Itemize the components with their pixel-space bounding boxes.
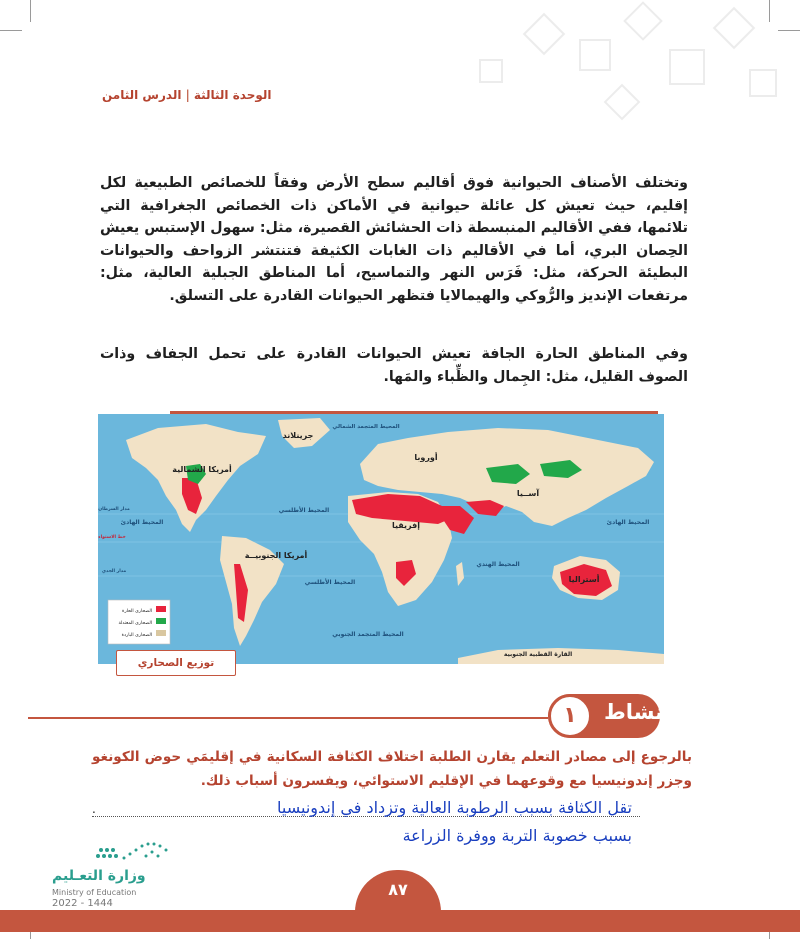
map-legend	[108, 600, 170, 644]
answer-line-dot: .	[92, 802, 96, 816]
handwritten-answer-line2: بسبب خصوبة التربة ووفرة الزراعة	[402, 826, 632, 845]
paragraph-deserts: وفي المناطق الحارة الجافة تعيش الحيوانات القادرة على تحمل الجفاف وذات الصوف القليل، مثل: الجِمال والظِّباء والمَها.	[100, 346, 688, 385]
activity-title: نشاط	[604, 700, 663, 724]
label-southern-ocean: المحيط المتجمد الجنوبي	[332, 631, 404, 638]
label-pacific-east: المحيط الهادئ	[606, 519, 650, 526]
label-south-america: أمريكا الجنوبيــة	[244, 551, 308, 560]
legend-swatch-temperate	[156, 618, 166, 624]
decorative-pattern	[470, 0, 800, 130]
label-asia: آســيا	[516, 489, 540, 498]
page-number: ٨٧	[355, 870, 441, 912]
label-indian-ocean: المحيط الهندي	[476, 561, 520, 568]
label-greenland: جرينلاند	[282, 431, 314, 440]
label-antarctica: القارة القطبية الجنوبية	[503, 651, 573, 658]
ministry-name-english: Ministry of Education	[52, 888, 137, 897]
legend-swatch-hot	[156, 606, 166, 612]
label-tropic-north: مدار السرطان	[98, 507, 130, 512]
map-caption: توزيع الصحاري	[116, 650, 236, 676]
unit-label: الوحدة الثالثة	[193, 88, 272, 102]
legend-label-cold: الصحاري الباردة	[121, 633, 152, 638]
activity-question: بالرجوع إلى مصادر التعلم يقارن الطلبة اختلاف الكثافة السكانية في إقليمَي حوض الكونغو وجزر إندونيسيا مع وقوعهما في الإقليم الاستوائي، ويفسرون أسباب ذلك.	[92, 749, 692, 789]
page-header	[102, 88, 272, 102]
legend-swatch-cold	[156, 630, 166, 636]
ministry-dots-icon	[92, 836, 172, 864]
label-atlantic-south: المحيط الأطلسي	[304, 579, 356, 586]
label-equator: خط الاستواء	[98, 535, 126, 540]
crop-mark	[0, 30, 22, 31]
label-atlantic-north: المحيط الأطلسي	[278, 507, 330, 514]
lesson-label: الدرس الثامن	[102, 88, 182, 102]
label-africa: إفريقيا	[392, 521, 420, 530]
ministry-logo	[52, 836, 182, 908]
footer-bar	[0, 910, 800, 932]
label-north-america: أمريكا الشمالية	[172, 465, 232, 474]
handwritten-answer-line1: تقل الكثافة بسبب الرطوبة العالية وتزداد في إندونيسيا	[277, 798, 632, 817]
header-separator: |	[185, 88, 190, 102]
desert-distribution-map	[98, 414, 664, 664]
crop-mark	[30, 0, 31, 22]
label-tropic-south: مدار الجدي	[101, 569, 127, 574]
ministry-name-arabic: وزارة التعـليم	[52, 868, 146, 884]
edition-year: 2022 - 1444	[52, 898, 113, 909]
label-europe: أوروبا	[414, 453, 438, 462]
label-australia: أستراليا	[568, 575, 600, 584]
legend-label-hot: الصحاري الحارة	[122, 609, 152, 614]
legend-label-temperate: الصحاري المعتدلة	[118, 621, 152, 626]
activity-line	[28, 717, 548, 719]
activity-number: ١	[548, 694, 592, 738]
label-pacific-west: المحيط الهادئ	[120, 519, 164, 526]
label-arctic-ocean: المحيط المتجمد الشمالي	[332, 424, 400, 430]
paragraph-animals: وتختلف الأصناف الحيوانية فوق أقاليم سطح الأرض وفقاً للخصائص الطبيعية لكل إقليم، حيث تعيش كل عائلة حيوانية في الأماكن ذات الخصائص الجغرافية التي تلائمها، ففي الأقاليم المنبسطة ذات الحشائش القصيرة، مثل: سهول الإستبس يعيش الحِصان البري، أما في الأقاليم ذات الغابات الكثيفة فتنتشر الزواحف والحيوانات البطيئة الحركة، مثل: فَرَس النهر والتماسيح، أما المناطق الجبلية العالية، مثل: مرتفعات الإنديز والرُّوكي والهيمالايا فتظهر الحيوانات القادرة على التسلق.	[100, 175, 688, 304]
